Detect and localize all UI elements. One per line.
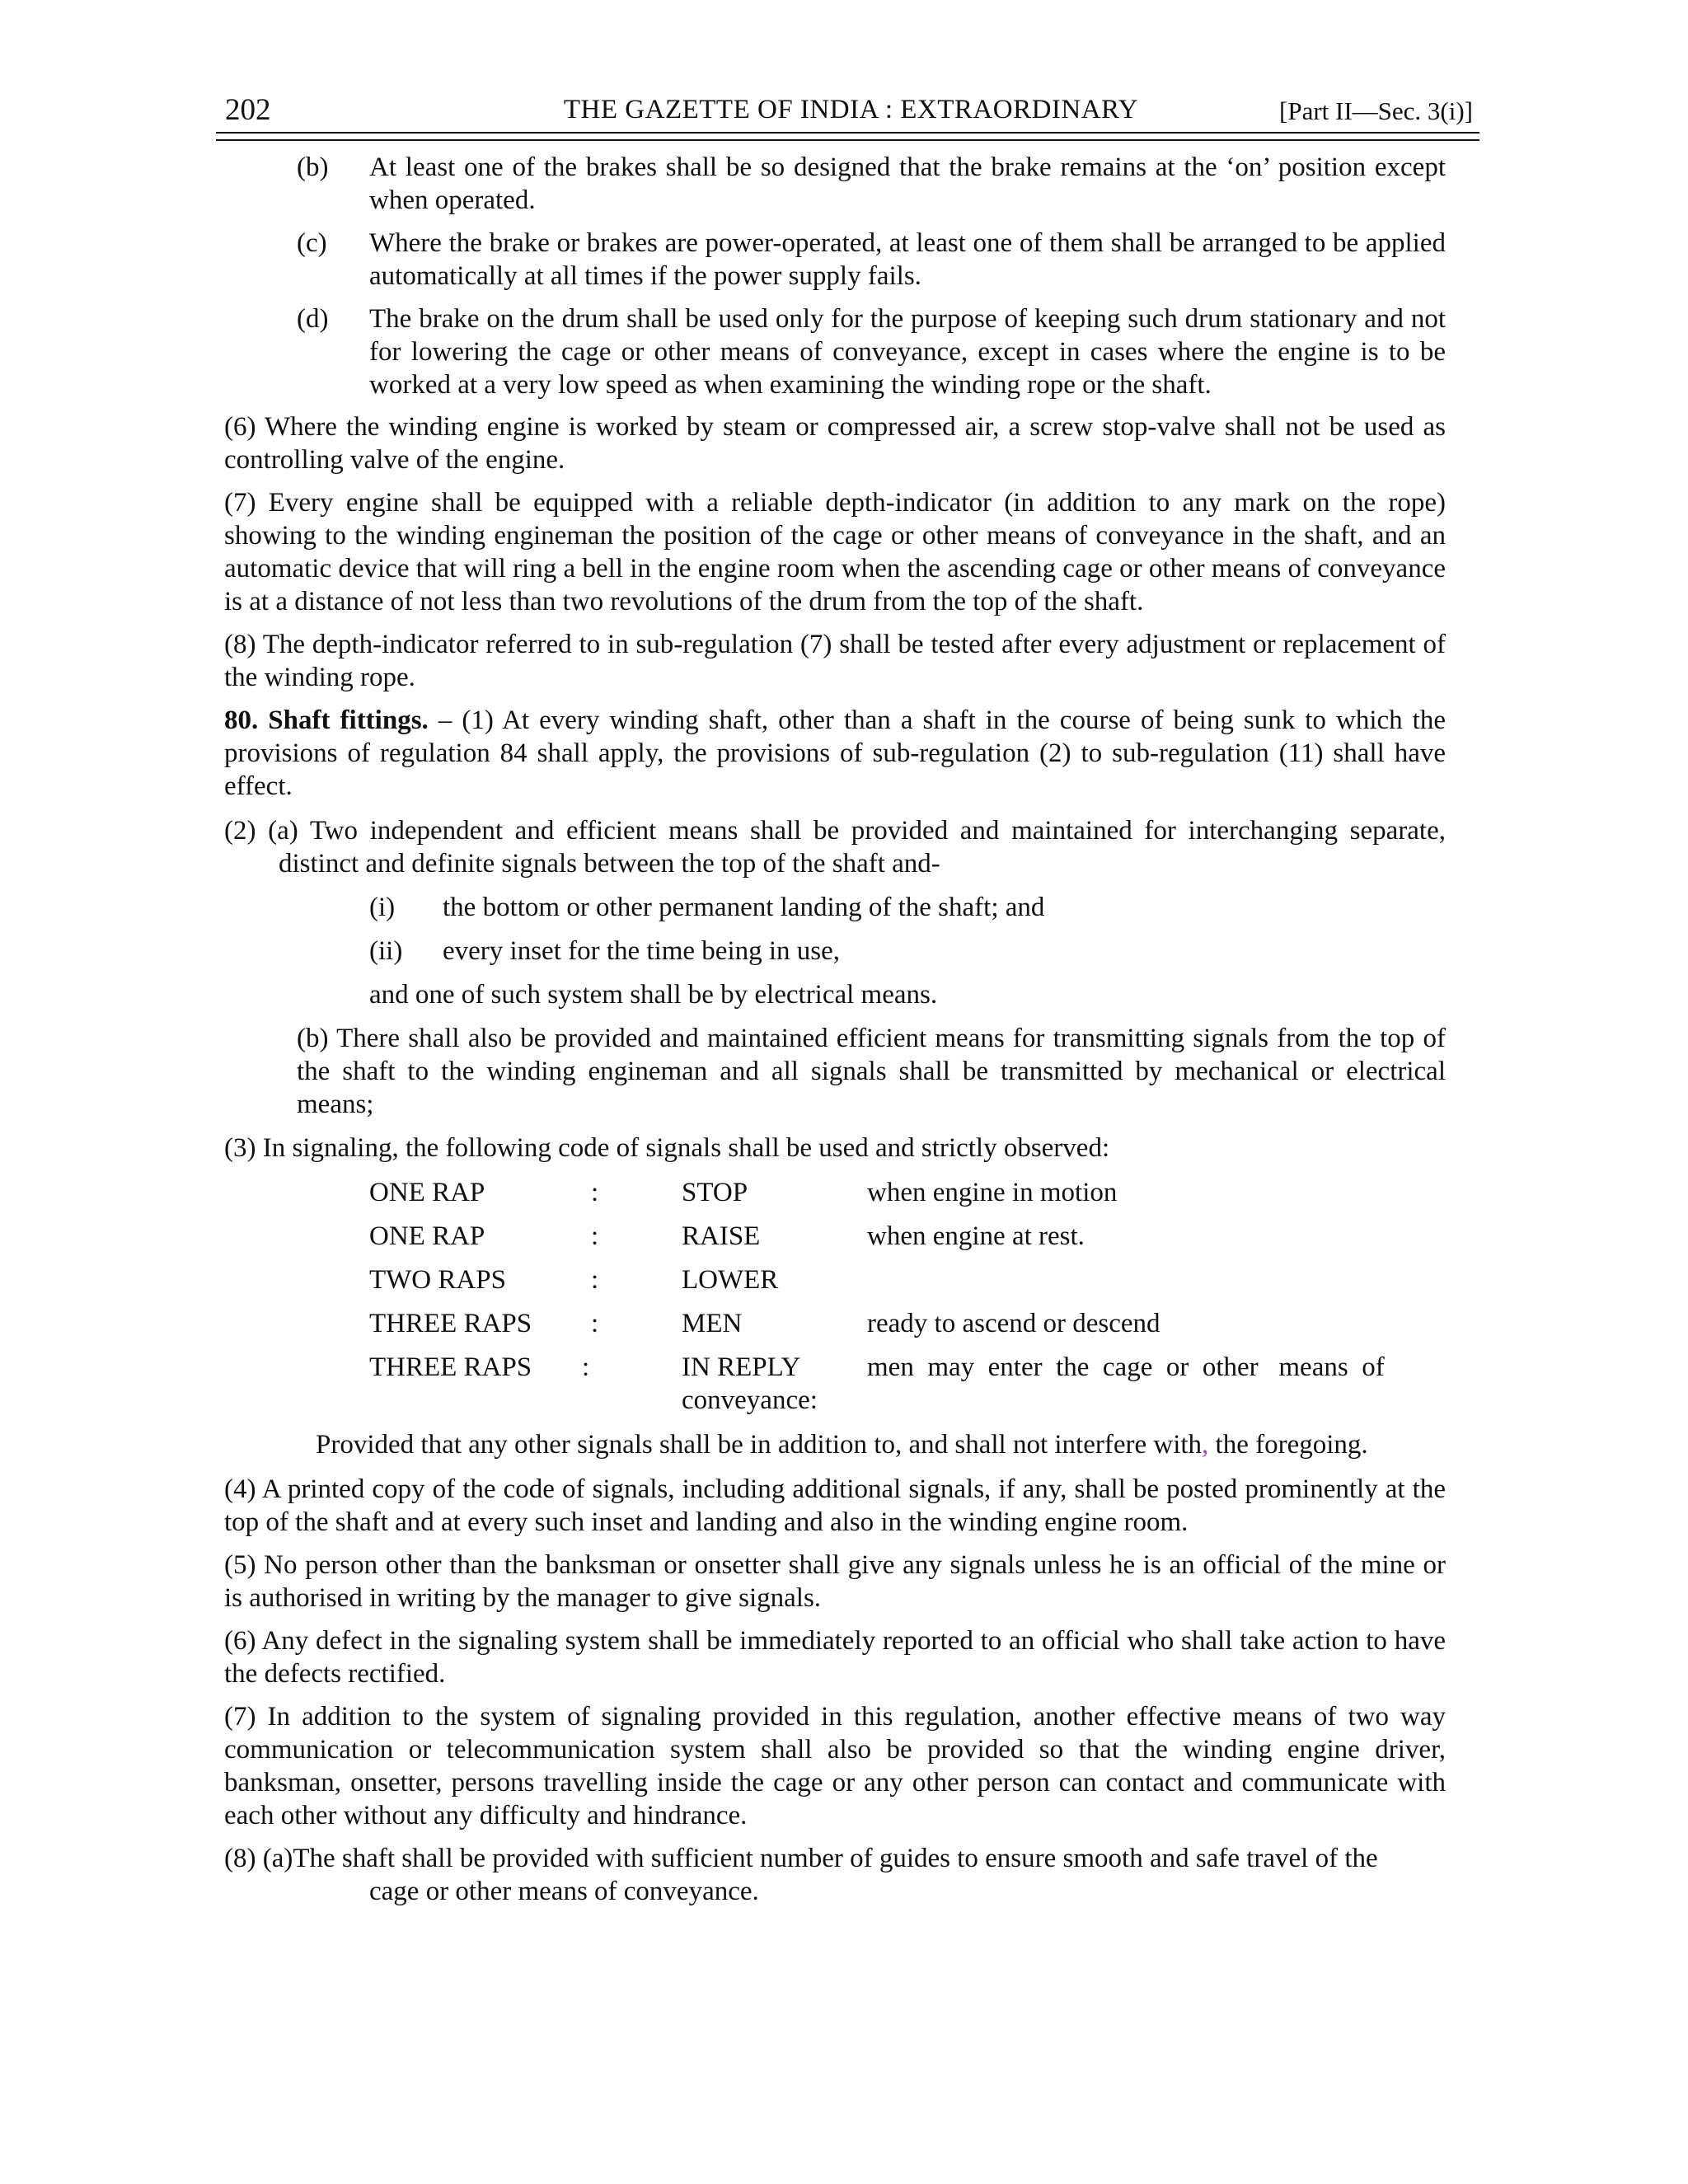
header-rule-top	[216, 132, 1479, 134]
item-text-c: Where the brake or brakes are power-operated, at least one of them shall be arranged to be applied automatically at all times if the power supply fails.	[369, 228, 1446, 291]
sub-item-text-ii: every inset for the time being in use,	[443, 936, 841, 966]
paragraph-7: (7) Every engine shall be equipped with a reliable depth-indicator (in addition to any mark on the rope) showing to the winding engineman the position of the cage or other means of conveyance in the shaft, and an automatic device that will ring a bell in the engine room when the ascending cage or other means of conveyance is at a distance of not less than two revolutions of the drum from the top of the shaft.	[224, 488, 1446, 616]
signal-continuation: conveyance:	[682, 1385, 818, 1415]
proviso-comma-mark: ,	[1202, 1430, 1209, 1460]
paragraph-5: (5) No person other than the banksman or onsetter shall give any signals unless he is an official of the mine or is authorised in writing by the manager to give signals.	[224, 1550, 1446, 1613]
signal-note: when engine in motion	[867, 1178, 1118, 1207]
signal-separator: :	[591, 1178, 599, 1207]
paragraph-6: (6) Where the winding engine is worked by steam or compressed air, a screw stop-valve shall not be used as controlling valve of the engine.	[224, 412, 1446, 475]
part-section: [Part II—Sec. 3(i)]	[1279, 96, 1473, 125]
signal-code: THREE RAPS	[369, 1309, 532, 1338]
sub-item-label-ii: (ii)	[369, 936, 403, 966]
item-label-b: (b)	[297, 152, 329, 182]
paragraph-6b: (6) Any defect in the signaling system shall be immediately reported to an official who shall take action to have the defects rectified.	[224, 1626, 1446, 1689]
signal-code: ONE RAP	[369, 1221, 485, 1251]
signal-meaning: LOWER	[682, 1265, 779, 1295]
paragraph-8: (8) The depth-indicator referred to in sub-regulation (7) shall be tested after every adjustment or replacement of the winding rope.	[224, 630, 1446, 692]
sub-item-label-i: (i)	[369, 893, 396, 922]
signal-meaning: IN REPLY	[682, 1352, 801, 1382]
regulation-80	[224, 704, 1446, 803]
signal-note: men may enter the cage or other means of	[867, 1352, 1385, 1382]
proviso	[316, 1428, 1368, 1461]
signal-meaning: STOP	[682, 1178, 748, 1207]
signal-separator: :	[591, 1265, 599, 1295]
item-label-c: (c)	[297, 228, 327, 258]
signal-note: ready to ascend or descend	[867, 1309, 1160, 1338]
paragraph-3: (3) In signaling, the following code of signals shall be used and strictly observed:	[224, 1133, 1110, 1163]
paragraph-2a: (2) (a) Two independent and efficient means shall be provided and maintained for interchanging separate, distinct and definite signals between the top of the shaft and-	[224, 816, 1446, 879]
header-rule-bottom	[216, 139, 1479, 141]
signal-note: when engine at rest.	[867, 1221, 1085, 1251]
item-text-d: The brake on the drum shall be used only for the purpose of keeping such drum stationary and not for lowering the cage or other means of conveyance, except in cases where the engine is to be worked at a very low speed as when examining the winding rope or the shaft.	[369, 304, 1446, 400]
paragraph-8a-text: The shaft shall be provided with sufficient number of guides to ensure smooth and safe travel of the	[293, 1844, 1378, 1873]
item-text-b: At least one of the brakes shall be so designed that the brake remains at the ‘on’ position except when operated.	[369, 152, 1446, 215]
paragraph-8a-line2: cage or other means of conveyance.	[369, 1877, 759, 1906]
sub-item-text-i: the bottom or other permanent landing of the shaft; and	[443, 893, 1045, 922]
paragraph-7b: (7) In addition to the system of signaling provided in this regulation, another effective means of two way communication or telecommunication system shall also be provided so that the winding engine driver, banksman, onsetter, persons travelling inside the cage or any other person can contact and communicate with each other without any difficulty and hindrance.	[224, 1702, 1446, 1830]
signal-code: TWO RAPS	[369, 1265, 506, 1295]
page-header	[223, 92, 1479, 130]
signal-separator: :	[591, 1221, 599, 1251]
proviso-end: the foregoing.	[1208, 1430, 1368, 1460]
signal-meaning: RAISE	[682, 1221, 761, 1251]
signal-separator: :	[591, 1309, 599, 1338]
electrical-means-line: and one of such system shall be by electrical means.	[369, 980, 938, 1010]
proviso-text: Provided that any other signals shall be in addition to, and shall not interfere with	[316, 1430, 1203, 1460]
page-number: 202	[225, 93, 271, 127]
gazette-title: THE GAZETTE OF INDIA : EXTRAORDINARY	[563, 95, 1139, 124]
signal-code: ONE RAP	[369, 1178, 485, 1207]
paragraph-2b: (b) There shall also be provided and maintained efficient means for transmitting signals from the top of the shaft to the winding engineman and all signals shall be transmitted by mechanical or electrical means;	[297, 1024, 1446, 1119]
item-label-d: (d)	[297, 304, 329, 334]
signal-separator: :	[582, 1352, 590, 1382]
paragraph-4: (4) A printed copy of the code of signals, including additional signals, if any, shall be posted prominently at the top of the shaft and at every such inset and landing and also in the winding engine room.	[224, 1474, 1446, 1537]
signal-code: THREE RAPS	[369, 1352, 532, 1382]
paragraph-8a-label: (8) (a)	[224, 1844, 293, 1873]
signal-meaning: MEN	[682, 1309, 743, 1338]
paragraph-8a-line1	[224, 1842, 1378, 1875]
regulation-80-heading: 80. Shaft fittings.	[224, 705, 429, 735]
regulation-80-text: – (1) At every winding shaft, other than a shaft in the course of being sunk to which the provisions of regulation 84 shall apply, the provisions of sub-regulation (2) to sub-regulation (11) shall have effect.	[224, 705, 1446, 801]
